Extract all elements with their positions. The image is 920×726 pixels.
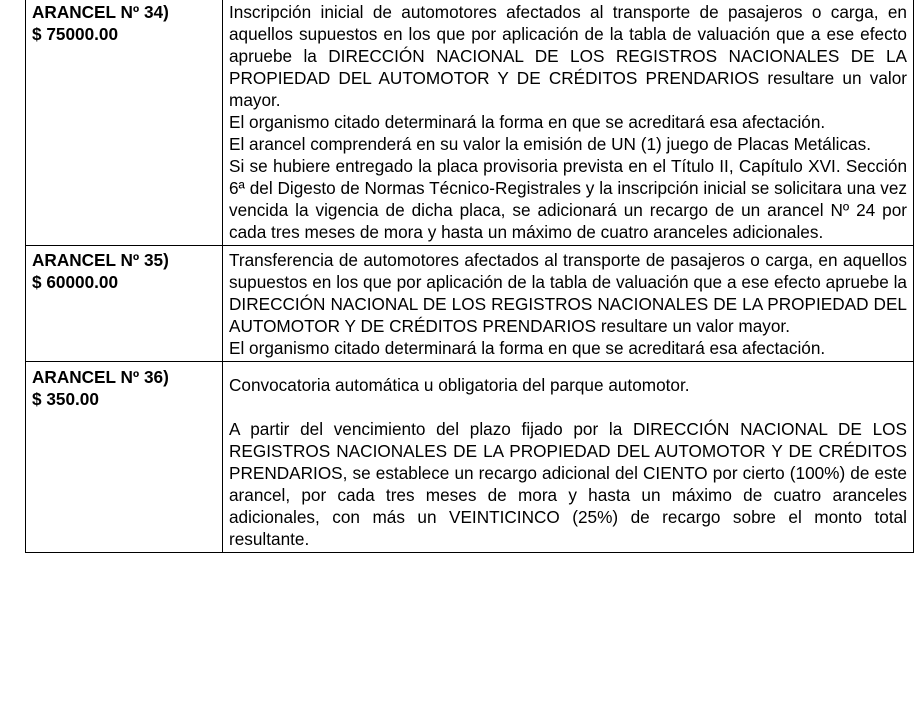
arancel-row-34 [26, 0, 914, 246]
arancel-row-35 [26, 246, 914, 362]
arancel-row-36 [26, 362, 914, 553]
aranceles-table [25, 0, 914, 553]
arancel-description-paragraph: Transferencia de automotores afectados al transporte de pasajeros o carga, en aquellos supuestos en los que por aplicación de la tabla de valuación que a ese efecto apruebe la DIRECCIÓN NACIONAL DE LOS REGISTROS NACIONALES DE LA PROPIEDAD DEL AUTOMOTOR Y DE CRÉDITOS PRENDARIOS resultare un valor mayor. [229, 250, 907, 336]
arancel-amount: $ 60000.00 [32, 272, 119, 292]
arancel-description-paragraph: A partir del vencimiento del plazo fijado por la DIRECCIÓN NACIONAL DE LOS REGISTROS NACIONALES DE LA PROPIEDAD DEL AUTOMOTOR Y DE CRÉDITOS PRENDARIOS, se establece un recargo adicional del CIENTO por cierto (100%) de este arancel, por cada tres meses de mora y hasta un máximo de cuatro aranceles adicionales, con más un VEINTICINCO (25%) de recargo sobre el monto total resultante. [229, 419, 907, 549]
arancel-number: ARANCEL Nº 34) [32, 2, 169, 22]
arancel-description-cell [223, 246, 914, 362]
arancel-description-paragraph: Convocatoria automática u obligatoria del parque automotor. [229, 375, 690, 395]
arancel-description-cell [223, 0, 914, 246]
arancel-code-cell [26, 246, 223, 362]
arancel-description-paragraph: El arancel comprenderá en su valor la emisión de UN (1) juego de Placas Metálicas. [229, 134, 871, 154]
arancel-description-cell [223, 362, 914, 553]
arancel-code-cell [26, 0, 223, 246]
arancel-number: ARANCEL Nº 35) [32, 250, 169, 270]
arancel-description-paragraph: El organismo citado determinará la forma en que se acreditará esa afectación. [229, 338, 826, 358]
arancel-code-cell [26, 362, 223, 553]
arancel-description-paragraph: El organismo citado determinará la forma en que se acreditará esa afectación. [229, 112, 826, 132]
arancel-amount: $ 350.00 [32, 389, 99, 409]
arancel-description-paragraph: Inscripción inicial de automotores afectados al transporte de pasajeros o carga, en aquellos supuestos en los que por aplicación de la tabla de valuación que a ese efecto apruebe la DIRECCIÓN NACIONAL DE LOS REGISTROS NACIONALES DE LA PROPIEDAD DEL AUTOMOTOR Y DE CRÉDITOS PRENDARIOS resultare un valor mayor. [229, 2, 907, 110]
arancel-description-paragraph: Si se hubiere entregado la placa provisoria prevista en el Título II, Capítulo XVI. Sección 6ª del Digesto de Normas Técnico-Registrales y la inscripción inicial se solicitara una vez vencida la vigencia de dicha placa, se adicionará un recargo de un arancel Nº 24 por cada tres meses de mora y hasta un máximo de cuatro aranceles adicionales. [229, 156, 907, 242]
arancel-number: ARANCEL Nº 36) [32, 367, 169, 387]
arancel-amount: $ 75000.00 [32, 24, 119, 44]
